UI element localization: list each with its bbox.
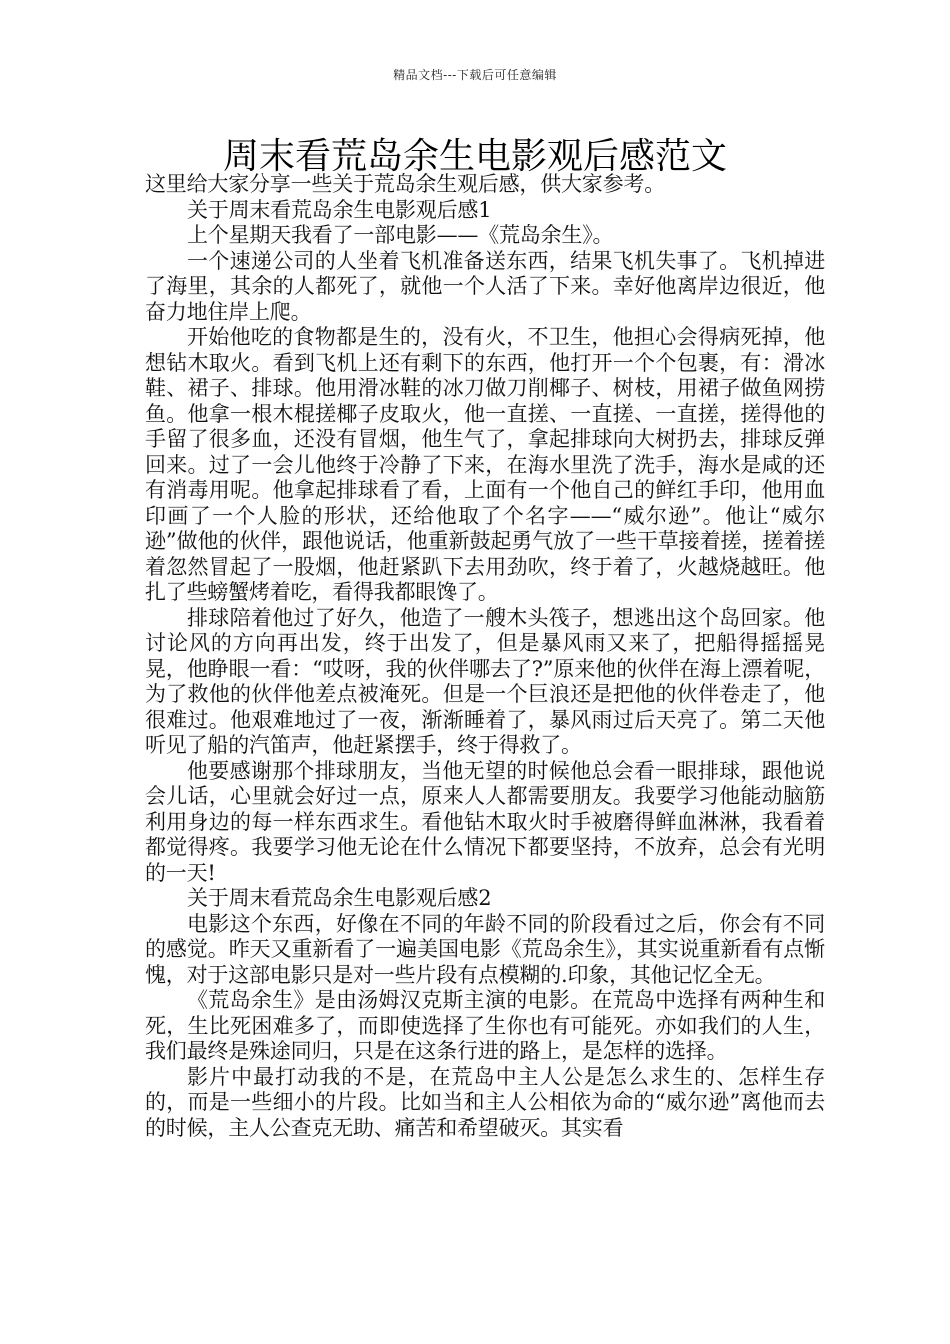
section-heading-2: 关于周末看荒岛余生电影观后感2 [187, 886, 492, 910]
paragraph: 上个星期天我看了一部电影——《荒岛余生》。 [187, 223, 614, 247]
paragraph: 一个速递公司的人坐着飞机准备送东西，结果飞机失事了。飞机掉进了海里，其余的人都死了，就他一个人活了下来。幸好他离岸边很近，他奋力地住岸上爬。 [145, 248, 825, 324]
section-heading-1: 关于周末看荒岛余生电影观后感1 [187, 197, 492, 222]
page-header: 精品文档---下载后可任意编辑 [393, 68, 557, 82]
paragraph: 他要感谢那个排球朋友，当他无望的时候他总会看一眼排球，跟他说会儿话，心里就会好过一点，原来人人都需要朋友。我要学习他能动脑筋利用身边的每一样东西求生。看他钻木取火时手被磨得鲜血淋淋，我看着都觉得疼。我要学习他无论在什么情况下都要坚持，不放弃，总会有光明的一天! [145, 758, 825, 885]
paragraph: 排球陪着他过了好久，他造了一艘木头筏子，想逃出这个岛回家。他讨论风的方向再出发，终于出发了，但是暴风雨又来了，把船得摇摇晃晃，他睁眼一看：“哎呀，我的伙伴哪去了?”原来他的伙伴在海上漂着呢，为了救他的伙伴他差点被淹死。但是一个巨浪还是把他的伙伴卷走了，他很难过。他艰难地过了一夜，渐渐睡着了，暴风雨过后天亮了。第二天他听见了船的汽笛声，他赶紧摆手，终于得救了。 [145, 605, 825, 757]
paragraph: 电影这个东西，好像在不同的年龄不同的阶段看过之后，你会有不同的感觉。昨天又重新看了一遍美国电影《荒岛余生》，其实说重新看有点惭愧，对于这部电影只是对一些片段有点模糊的.印象，其他记忆全无。 [145, 911, 825, 987]
paragraph: 影片中最打动我的不是，在荒岛中主人公是怎么求生的、怎样生存的，而是一些细小的片段。比如当和主人公相依为命的“威尔逊”离他而去的时候，主人公查克无助、痛苦和希望破灭。其实看 [145, 1064, 825, 1140]
paragraph: 《荒岛余生》是由汤姆汉克斯主演的电影。在荒岛中选择有两种生和死，生比死困难多了，而即使选择了生你也有可能死。亦如我们的人生，我们最终是殊途同归，只是在这条行进的路上，是怎样的选择。 [145, 988, 825, 1063]
paragraph: 开始他吃的食物都是生的，没有火，不卫生，他担心会得病死掉，他想钻木取火。看到飞机上还有剩下的东西，他打开一个个包裹，有：滑冰鞋、裙子、排球。他用滑冰鞋的冰刀做刀削椰子、树枝，用裙子做鱼网捞鱼。他拿一根木棍搓椰子皮取火，他一直搓、一直搓、一直搓，搓得他的手留了很多血，还没有冒烟，他生气了，拿起排球向大树扔去，排球反弹回来。过了一会儿他终于冷静了下来，在海水里洗了洗手，海水是咸的还有消毒用呢。他拿起排球看了看，上面有一个他自己的鲜红手印，他用血印画了一个人脸的形状，还给他取了个名字——“威尔逊”。他让“威尔逊”做他的伙伴，跟他说话，他重新鼓起勇气放了一些干草接着搓，搓着搓着忽然冒起了一股烟，他赶紧趴下去用劲吹，终于着了，火越烧越旺。他扎了些螃蟹烤着吃，看得我都眼馋了。 [145, 325, 825, 604]
paragraph-intro: 这里给大家分享一些关于荒岛余生观后感，供大家参考。 [145, 172, 665, 196]
document-body [145, 172, 825, 1141]
document-title: 周末看荒岛余生电影观后感范文 [222, 136, 727, 177]
